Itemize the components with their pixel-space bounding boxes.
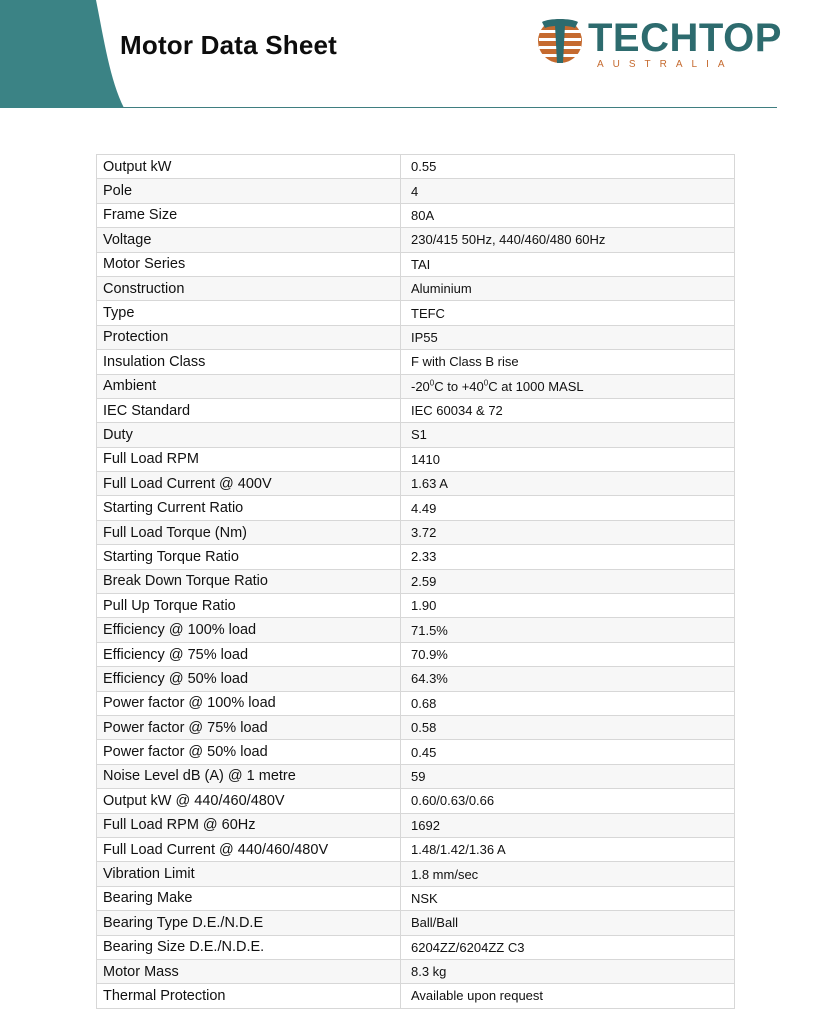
spec-row: [97, 594, 735, 618]
spec-value: 1.63 A: [401, 472, 735, 496]
spec-row: [97, 398, 735, 422]
value-segment: -20: [411, 378, 430, 394]
spec-label: Type: [97, 301, 401, 325]
spec-row: [97, 618, 735, 642]
spec-label: Power factor @ 50% load: [97, 740, 401, 764]
spec-row: [97, 959, 735, 983]
spec-value: 64.3%: [401, 667, 735, 691]
spec-value: 80A: [401, 203, 735, 227]
spec-label: Starting Torque Ratio: [97, 545, 401, 569]
brand-subtitle: AUSTRALIA: [597, 59, 734, 70]
page-title: Motor Data Sheet: [120, 30, 338, 60]
spec-label: Efficiency @ 100% load: [97, 618, 401, 642]
spec-value: IEC 60034 & 72: [401, 398, 735, 422]
spec-row: [97, 813, 735, 837]
spec-row: [97, 228, 735, 252]
degree-superscript: 0: [429, 378, 435, 388]
spec-row: [97, 350, 735, 374]
spec-value: 1410: [401, 447, 735, 471]
spec-row: [97, 862, 735, 886]
spec-row: [97, 276, 735, 300]
spec-value: Available upon request: [401, 984, 735, 1008]
spec-label: Efficiency @ 50% load: [97, 667, 401, 691]
spec-label: Power factor @ 100% load: [97, 691, 401, 715]
header-divider: [120, 107, 777, 108]
spec-row: [97, 423, 735, 447]
spec-row: [97, 545, 735, 569]
degree-superscript: 0: [483, 378, 489, 388]
spec-row: [97, 984, 735, 1008]
spec-label: Bearing Type D.E./N.D.E: [97, 911, 401, 935]
spec-value: 0.58: [401, 715, 735, 739]
spec-label: Bearing Size D.E./N.D.E.: [97, 935, 401, 959]
spec-row: [97, 155, 735, 179]
spec-row: [97, 301, 735, 325]
spec-row: [97, 325, 735, 349]
spec-value: TEFC: [401, 301, 735, 325]
value-segment: C to +40: [434, 378, 484, 394]
spec-row: [97, 837, 735, 861]
spec-value: 1.48/1.42/1.36 A: [401, 837, 735, 861]
motor-spec-table: [96, 154, 735, 1009]
spec-label: Power factor @ 75% load: [97, 715, 401, 739]
spec-value: TAI: [401, 252, 735, 276]
spec-value: 70.9%: [401, 642, 735, 666]
spec-row: [97, 642, 735, 666]
spec-row: [97, 935, 735, 959]
spec-value: Aluminium: [401, 276, 735, 300]
spec-label: Output kW: [97, 155, 401, 179]
spec-label: Duty: [97, 423, 401, 447]
spec-row: [97, 886, 735, 910]
spec-label: Ambient: [97, 374, 401, 398]
spec-value: Ball/Ball: [401, 911, 735, 935]
spec-label: Full Load RPM @ 60Hz: [97, 813, 401, 837]
spec-label: Protection: [97, 325, 401, 349]
spec-label: Full Load Current @ 400V: [97, 472, 401, 496]
spec-row: [97, 203, 735, 227]
spec-value: 1.90: [401, 594, 735, 618]
spec-value: [401, 374, 735, 398]
spec-label: Starting Current Ratio: [97, 496, 401, 520]
spec-label: Full Load RPM: [97, 447, 401, 471]
spec-row: [97, 520, 735, 544]
techtop-logo-icon: [535, 16, 585, 66]
spec-value: S1: [401, 423, 735, 447]
brand-name: TECHTOP: [588, 16, 782, 60]
spec-row: [97, 447, 735, 471]
spec-row: [97, 740, 735, 764]
spec-label: Full Load Torque (Nm): [97, 520, 401, 544]
spec-value: 0.45: [401, 740, 735, 764]
spec-value: NSK: [401, 886, 735, 910]
spec-label: Voltage: [97, 228, 401, 252]
spec-value: 2.33: [401, 545, 735, 569]
spec-value: 4: [401, 179, 735, 203]
spec-row: [97, 764, 735, 788]
spec-row: [97, 789, 735, 813]
spec-row: [97, 715, 735, 739]
spec-row: [97, 569, 735, 593]
spec-value: 0.60/0.63/0.66: [401, 789, 735, 813]
spec-row: [97, 179, 735, 203]
value-segment: C at 1000 MASL: [488, 378, 584, 394]
spec-label: Motor Mass: [97, 959, 401, 983]
spec-value: 230/415 50Hz, 440/460/480 60Hz: [401, 228, 735, 252]
spec-label: Insulation Class: [97, 350, 401, 374]
spec-value: F with Class B rise: [401, 350, 735, 374]
spec-value: 71.5%: [401, 618, 735, 642]
spec-label: Pull Up Torque Ratio: [97, 594, 401, 618]
spec-label: Noise Level dB (A) @ 1 metre: [97, 764, 401, 788]
spec-label: Output kW @ 440/460/480V: [97, 789, 401, 813]
spec-value: 1692: [401, 813, 735, 837]
spec-label: Motor Series: [97, 252, 401, 276]
spec-value: 0.68: [401, 691, 735, 715]
spec-row: [97, 691, 735, 715]
spec-label: Break Down Torque Ratio: [97, 569, 401, 593]
spec-row: [97, 374, 735, 398]
spec-value: 6204ZZ/6204ZZ C3: [401, 935, 735, 959]
techtop-logo: [535, 14, 782, 74]
spec-label: Pole: [97, 179, 401, 203]
spec-value: 2.59: [401, 569, 735, 593]
spec-value: IP55: [401, 325, 735, 349]
spec-row: [97, 911, 735, 935]
spec-label: Vibration Limit: [97, 862, 401, 886]
spec-value: 3.72: [401, 520, 735, 544]
spec-value: 4.49: [401, 496, 735, 520]
spec-value: 8.3 kg: [401, 959, 735, 983]
spec-label: Full Load Current @ 440/460/480V: [97, 837, 401, 861]
spec-value: 1.8 mm/sec: [401, 862, 735, 886]
spec-row: [97, 667, 735, 691]
spec-label: Frame Size: [97, 203, 401, 227]
spec-label: Construction: [97, 276, 401, 300]
spec-row: [97, 496, 735, 520]
spec-row: [97, 472, 735, 496]
spec-value: 0.55: [401, 155, 735, 179]
spec-label: Bearing Make: [97, 886, 401, 910]
spec-label: Efficiency @ 75% load: [97, 642, 401, 666]
spec-value: 59: [401, 764, 735, 788]
spec-row: [97, 252, 735, 276]
spec-label: Thermal Protection: [97, 984, 401, 1008]
spec-label: IEC Standard: [97, 398, 401, 422]
